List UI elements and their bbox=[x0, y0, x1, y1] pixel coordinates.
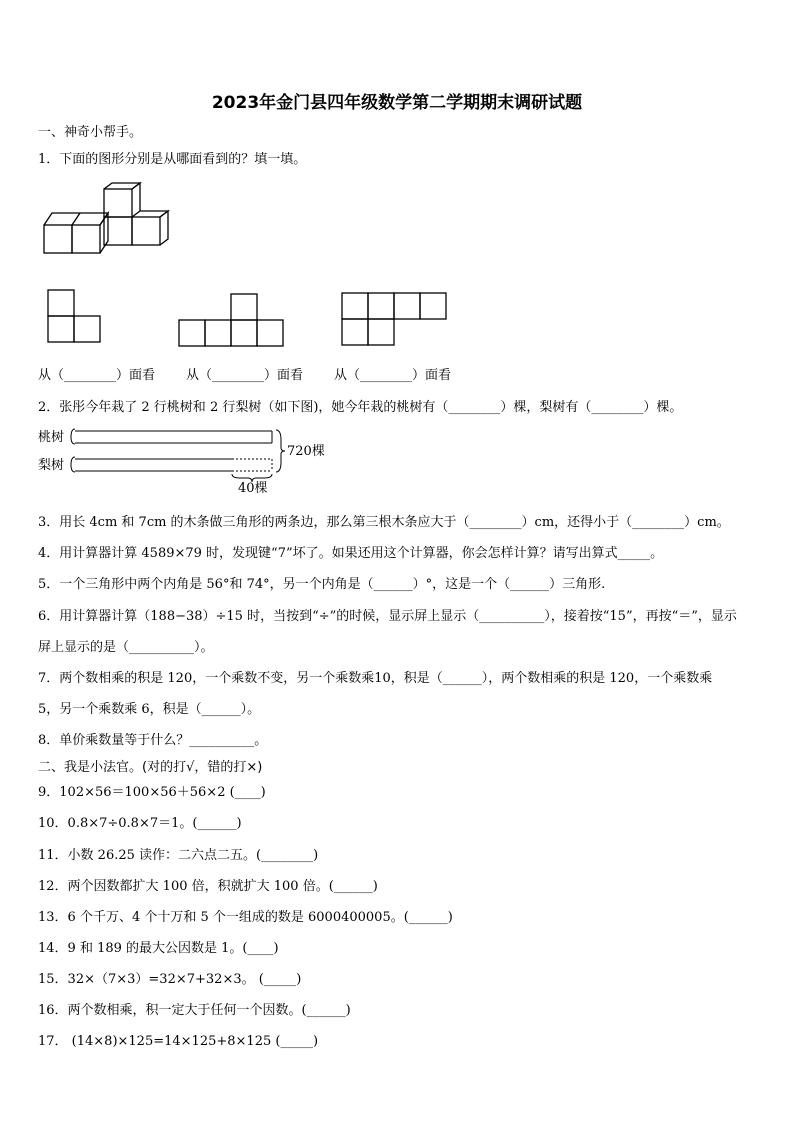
question-5: 5．一个三角形中两个内角是 56°和 74°，另一个内角是（______）°，这是一个（______）三角形. bbox=[38, 577, 606, 592]
question-7-line-1: 7．两个数相乘的积是 120，一个乘数不变，另一个乘数乘10，积是（______），两个数相乘的积是 120，一个乘数乘 bbox=[38, 671, 713, 686]
question-6-line-1: 6．用计算器计算（188−38）÷15 时，当按到“÷”的时候，显示屏上显示（__________），接着按“15”，再按“＝”，显示 bbox=[38, 609, 737, 624]
peach-tree-label: 桃树 bbox=[38, 430, 65, 445]
view-shape-2 bbox=[179, 294, 283, 346]
question-2-figure bbox=[38, 429, 325, 496]
question-13: 13．6 个千万、4 个十万和 5 个一组成的数是 6000400005。(______) bbox=[38, 910, 453, 925]
view-label-1: 从（________）面看 bbox=[38, 368, 156, 383]
total-trees-label: 720棵 bbox=[287, 444, 325, 459]
view-shape-3 bbox=[342, 293, 446, 345]
difference-trees-label: 40棵 bbox=[238, 481, 268, 496]
question-9: 9．102×56＝100×56＋56×2 (____) bbox=[38, 785, 266, 800]
question-11: 11．小数 26.25 读作：二六点二五。(________) bbox=[38, 848, 319, 863]
question-17: 17． (14×8)×125=14×125+8×125 (_____) bbox=[38, 1034, 319, 1049]
question-1: 1．下面的图形分别是从哪面看到的？填一填。 bbox=[38, 152, 307, 167]
question-10: 10．0.8×7÷0.8×7＝1。(______) bbox=[38, 816, 242, 831]
page-title: 2023年金门县四年级数学第二学期期末调研试题 bbox=[211, 93, 583, 113]
pear-tree-label: 梨树 bbox=[38, 458, 65, 473]
question-8: 8．单价乘数量等于什么？__________。 bbox=[38, 733, 268, 748]
section-heading-2: 二、我是小法官。(对的打√，错的打×) bbox=[38, 760, 263, 775]
question-12: 12．两个因数都扩大 100 倍，积就扩大 100 倍。(______) bbox=[38, 879, 378, 894]
cube-stack-figure bbox=[44, 183, 168, 253]
question-16: 16．两个数相乘，积一定大于任何一个因数。(______) bbox=[38, 1003, 351, 1018]
question-14: 14．9 和 189 的最大公因数是 1。(____) bbox=[38, 941, 279, 956]
view-label-3: 从（________）面看 bbox=[334, 368, 452, 383]
question-15: 15．32×（7×3）=32×7+32×3。 (_____) bbox=[38, 972, 302, 987]
view-label-2: 从（________）面看 bbox=[186, 368, 304, 383]
question-4: 4．用计算器计算 4589×79 时，发现键“7”坏了。如果还用这个计算器，你会怎样计算？请写出算式_____。 bbox=[38, 546, 664, 561]
view-shape-1 bbox=[48, 290, 100, 342]
question-2: 2．张彤今年栽了 2 行桃树和 2 行梨树（如下图)，她今年栽的桃树有（________）棵，梨树有（________）棵。 bbox=[38, 400, 683, 415]
question-6-line-2: 屏上显示的是（__________）。 bbox=[38, 640, 214, 655]
section-heading-1: 一、神奇小帮手。 bbox=[38, 125, 143, 140]
question-3: 3．用长 4cm 和 7cm 的木条做三角形的两条边，那么第三根木条应大于（________）cm，还得小于（________）cm。 bbox=[38, 515, 730, 530]
question-7-line-2: 5，另一个乘数乘 6，积是（______）。 bbox=[38, 702, 261, 717]
